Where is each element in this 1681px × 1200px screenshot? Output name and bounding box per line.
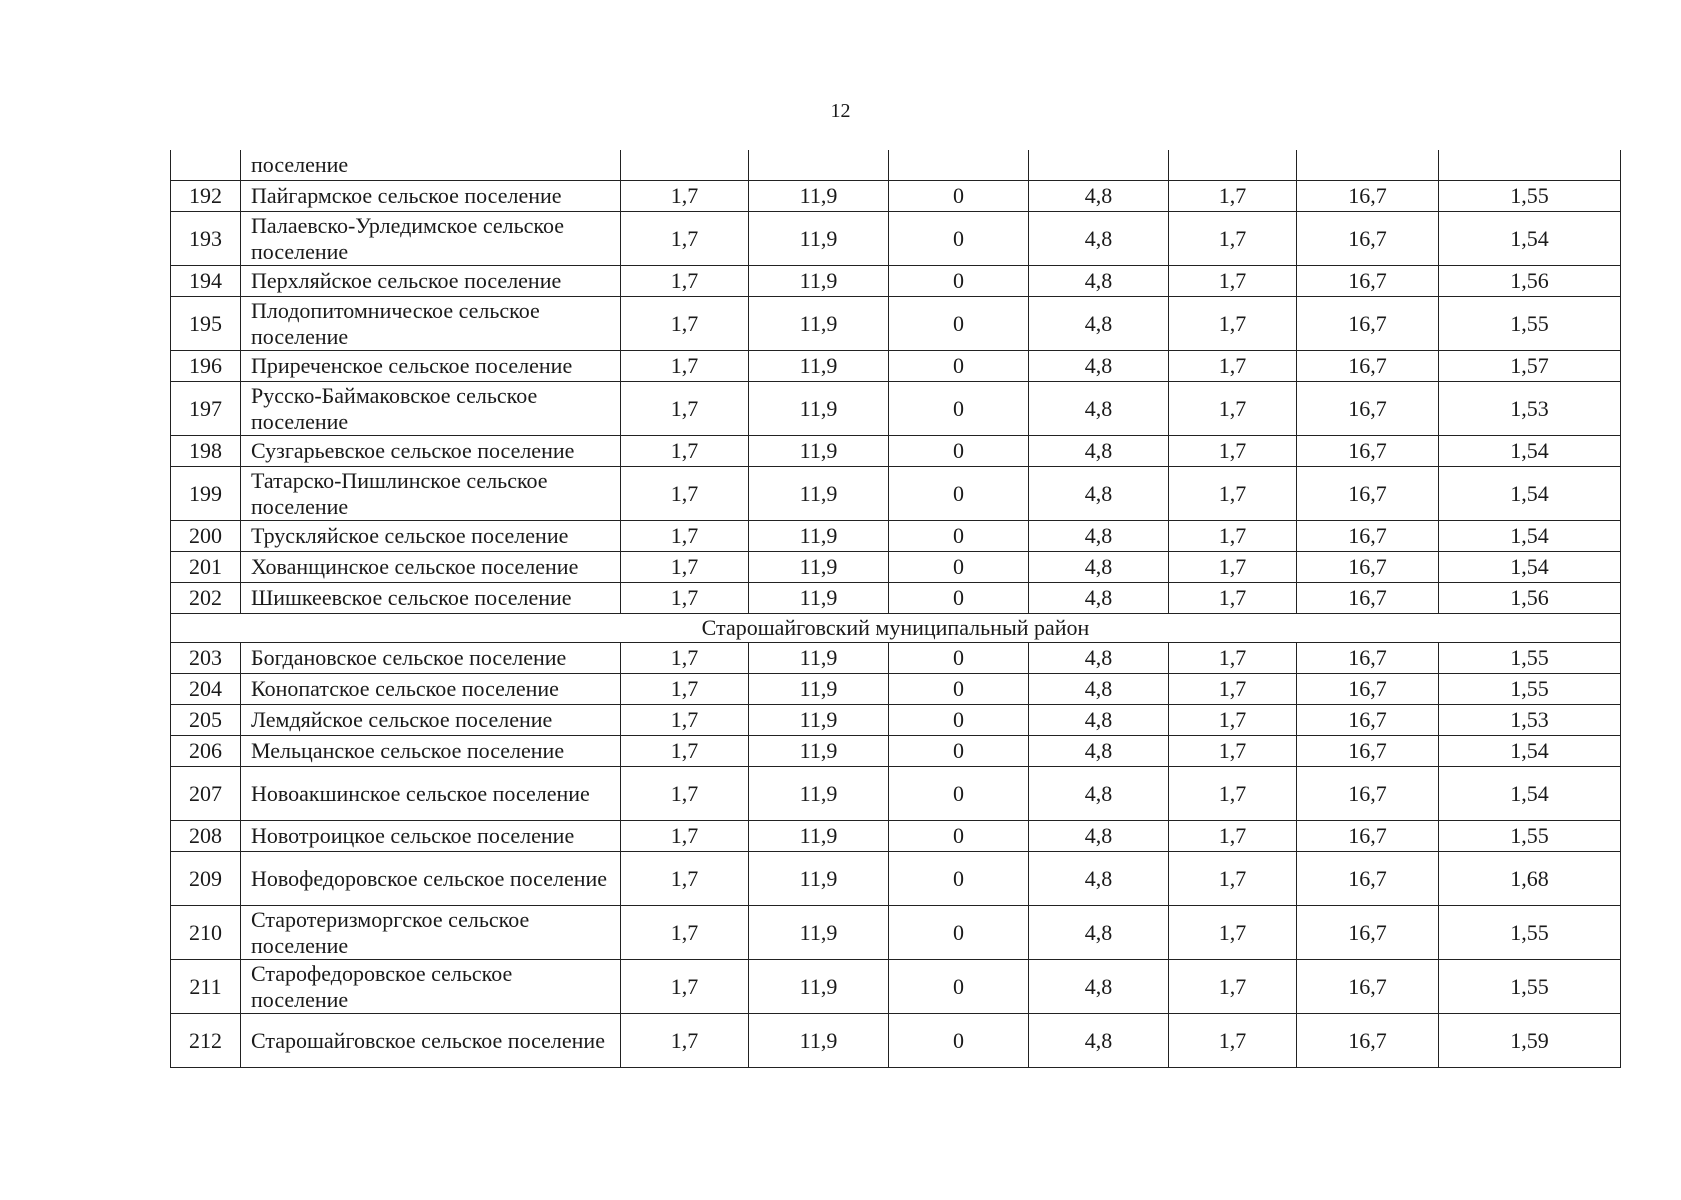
value-cell: 1,7 xyxy=(621,767,749,821)
settlement-name-cell: Мельцанское сельское поселение xyxy=(241,736,621,767)
row-number-cell: 197 xyxy=(171,382,241,436)
value-cell: 11,9 xyxy=(749,521,889,552)
table-row xyxy=(171,521,1621,552)
value-cell: 1,7 xyxy=(1169,521,1297,552)
value-cell: 16,7 xyxy=(1297,767,1439,821)
table-row xyxy=(171,821,1621,852)
table-body-lower xyxy=(171,643,1621,1068)
value-cell: 11,9 xyxy=(749,382,889,436)
value-cell: 4,8 xyxy=(1029,552,1169,583)
value-cell: 16,7 xyxy=(1297,736,1439,767)
value-cell: 1,7 xyxy=(621,521,749,552)
settlement-name-cell: Сузгарьевское сельское поселение xyxy=(241,436,621,467)
value-cell: 11,9 xyxy=(749,297,889,351)
value-cell: 1,7 xyxy=(1169,705,1297,736)
value-cell: 4,8 xyxy=(1029,266,1169,297)
value-cell: 16,7 xyxy=(1297,212,1439,266)
value-cell: 16,7 xyxy=(1297,583,1439,614)
value-cell: 1,59 xyxy=(1439,1014,1621,1068)
settlement-name-cell: Пайгармское сельское поселение xyxy=(241,181,621,212)
value-cell: 16,7 xyxy=(1297,467,1439,521)
value-cell: 1,7 xyxy=(1169,382,1297,436)
value-cell: 1,7 xyxy=(1169,266,1297,297)
value-cell: 0 xyxy=(889,767,1029,821)
value-cell: 1,55 xyxy=(1439,297,1621,351)
value-cell: 1,7 xyxy=(1169,552,1297,583)
value-cell: 1,7 xyxy=(621,906,749,960)
row-number-cell: 198 xyxy=(171,436,241,467)
table-row xyxy=(171,643,1621,674)
value-cell: 1,7 xyxy=(621,583,749,614)
section-title: Старошайговский муниципальный район xyxy=(171,614,1621,643)
value-cell: 11,9 xyxy=(749,351,889,382)
value-cell: 0 xyxy=(889,467,1029,521)
value-cell: 0 xyxy=(889,674,1029,705)
value-cell: 1,54 xyxy=(1439,467,1621,521)
value-cell: 4,8 xyxy=(1029,960,1169,1014)
value-cell: 1,57 xyxy=(1439,351,1621,382)
value-cell: 4,8 xyxy=(1029,212,1169,266)
value-cell: 1,7 xyxy=(621,467,749,521)
value-cell: 1,54 xyxy=(1439,436,1621,467)
value-cell: 1,55 xyxy=(1439,643,1621,674)
value-cell: 1,7 xyxy=(1169,736,1297,767)
table-row xyxy=(171,382,1621,436)
value-cell: 1,56 xyxy=(1439,583,1621,614)
value-cell: 16,7 xyxy=(1297,521,1439,552)
value-cell: 0 xyxy=(889,1014,1029,1068)
value-cell: 1,53 xyxy=(1439,382,1621,436)
value-cell: 16,7 xyxy=(1297,266,1439,297)
row-number-cell: 208 xyxy=(171,821,241,852)
table-row xyxy=(171,767,1621,821)
value-cell: 1,7 xyxy=(1169,436,1297,467)
page-number: 12 xyxy=(830,100,851,122)
value-cell: 1,7 xyxy=(1169,674,1297,705)
table-row xyxy=(171,960,1621,1014)
row-number-cell: 192 xyxy=(171,181,241,212)
value-cell: 1,7 xyxy=(1169,467,1297,521)
value-cell: 1,7 xyxy=(621,736,749,767)
row-number-cell: 203 xyxy=(171,643,241,674)
settlement-name-cell: Палаевско-Урледимское сельское поселение xyxy=(241,212,621,266)
value-cell: 0 xyxy=(889,351,1029,382)
row-number-cell: 212 xyxy=(171,1014,241,1068)
value-cell: 1,7 xyxy=(621,821,749,852)
table-row xyxy=(171,674,1621,705)
empty-cell xyxy=(889,150,1029,181)
table-row xyxy=(171,552,1621,583)
value-cell: 16,7 xyxy=(1297,960,1439,1014)
settlement-name-cell: Конопатское сельское поселение xyxy=(241,674,621,705)
value-cell: 1,54 xyxy=(1439,552,1621,583)
value-cell: 0 xyxy=(889,960,1029,1014)
value-cell: 11,9 xyxy=(749,960,889,1014)
settlement-name-cell: Новотроицкое сельское поселение xyxy=(241,821,621,852)
row-number-cell xyxy=(171,150,241,181)
table-body-upper xyxy=(171,150,1621,614)
value-cell: 11,9 xyxy=(749,705,889,736)
empty-cell xyxy=(1297,150,1439,181)
value-cell: 11,9 xyxy=(749,736,889,767)
value-cell: 1,7 xyxy=(1169,960,1297,1014)
value-cell: 0 xyxy=(889,436,1029,467)
value-cell: 4,8 xyxy=(1029,736,1169,767)
settlement-name-cell: Трускляйское сельское поселение xyxy=(241,521,621,552)
value-cell: 1,7 xyxy=(1169,821,1297,852)
value-cell: 16,7 xyxy=(1297,351,1439,382)
value-cell: 1,55 xyxy=(1439,821,1621,852)
value-cell: 1,55 xyxy=(1439,960,1621,1014)
value-cell: 1,7 xyxy=(1169,1014,1297,1068)
value-cell: 1,55 xyxy=(1439,181,1621,212)
value-cell: 11,9 xyxy=(749,181,889,212)
settlement-name-cell: Старофедоровское сельское поселение xyxy=(241,960,621,1014)
empty-cell xyxy=(1169,150,1297,181)
settlement-name-cell: Плодопитомническое сельское поселение xyxy=(241,297,621,351)
value-cell: 1,7 xyxy=(621,351,749,382)
table-row xyxy=(171,852,1621,906)
row-number-cell: 211 xyxy=(171,960,241,1014)
value-cell: 0 xyxy=(889,521,1029,552)
value-cell: 0 xyxy=(889,906,1029,960)
settlement-name-cell: Богдановское сельское поселение xyxy=(241,643,621,674)
settlement-name-cell: Новофедоровское сельское поселение xyxy=(241,852,621,906)
table-row xyxy=(171,436,1621,467)
empty-cell xyxy=(1439,150,1621,181)
row-number-cell: 196 xyxy=(171,351,241,382)
value-cell: 1,7 xyxy=(621,382,749,436)
value-cell: 0 xyxy=(889,583,1029,614)
value-cell: 1,54 xyxy=(1439,212,1621,266)
value-cell: 16,7 xyxy=(1297,297,1439,351)
section-header-row xyxy=(171,614,1621,643)
value-cell: 11,9 xyxy=(749,467,889,521)
value-cell: 16,7 xyxy=(1297,436,1439,467)
value-cell: 1,7 xyxy=(1169,767,1297,821)
value-cell: 1,7 xyxy=(1169,906,1297,960)
settlement-name-cell: Приреченское сельское поселение xyxy=(241,351,621,382)
value-cell: 1,56 xyxy=(1439,266,1621,297)
value-cell: 4,8 xyxy=(1029,297,1169,351)
value-cell: 4,8 xyxy=(1029,467,1169,521)
settlements-table xyxy=(170,150,1621,1068)
value-cell: 16,7 xyxy=(1297,1014,1439,1068)
row-number-cell: 204 xyxy=(171,674,241,705)
value-cell: 1,7 xyxy=(621,436,749,467)
row-number-cell: 205 xyxy=(171,705,241,736)
value-cell: 1,7 xyxy=(621,266,749,297)
table-row xyxy=(171,1014,1621,1068)
value-cell: 0 xyxy=(889,821,1029,852)
value-cell: 4,8 xyxy=(1029,351,1169,382)
value-cell: 1,7 xyxy=(1169,583,1297,614)
value-cell: 1,54 xyxy=(1439,521,1621,552)
value-cell: 1,7 xyxy=(621,705,749,736)
value-cell: 1,7 xyxy=(1169,351,1297,382)
value-cell: 0 xyxy=(889,266,1029,297)
value-cell: 1,54 xyxy=(1439,736,1621,767)
value-cell: 11,9 xyxy=(749,266,889,297)
value-cell: 4,8 xyxy=(1029,643,1169,674)
value-cell: 0 xyxy=(889,852,1029,906)
settlement-name-cell: Русско-Баймаковское сельское поселение xyxy=(241,382,621,436)
value-cell: 1,7 xyxy=(621,181,749,212)
table-row xyxy=(171,705,1621,736)
empty-cell xyxy=(621,150,749,181)
value-cell: 1,7 xyxy=(621,212,749,266)
row-number-cell: 200 xyxy=(171,521,241,552)
empty-cell xyxy=(749,150,889,181)
value-cell: 4,8 xyxy=(1029,674,1169,705)
value-cell: 11,9 xyxy=(749,767,889,821)
value-cell: 4,8 xyxy=(1029,382,1169,436)
value-cell: 16,7 xyxy=(1297,705,1439,736)
value-cell: 11,9 xyxy=(749,674,889,705)
value-cell: 4,8 xyxy=(1029,436,1169,467)
row-number-cell: 207 xyxy=(171,767,241,821)
value-cell: 1,7 xyxy=(621,852,749,906)
value-cell: 1,68 xyxy=(1439,852,1621,906)
value-cell: 0 xyxy=(889,643,1029,674)
settlement-name-cell: Татарско-Пишлинское сельское поселение xyxy=(241,467,621,521)
settlement-name-cell: Старошайговское сельское поселение xyxy=(241,1014,621,1068)
value-cell: 1,7 xyxy=(621,297,749,351)
value-cell: 16,7 xyxy=(1297,852,1439,906)
value-cell: 1,7 xyxy=(1169,297,1297,351)
value-cell: 0 xyxy=(889,382,1029,436)
value-cell: 4,8 xyxy=(1029,906,1169,960)
value-cell: 1,7 xyxy=(621,960,749,1014)
value-cell: 16,7 xyxy=(1297,181,1439,212)
table-row xyxy=(171,906,1621,960)
value-cell: 1,7 xyxy=(621,552,749,583)
table-row xyxy=(171,266,1621,297)
empty-cell xyxy=(1029,150,1169,181)
value-cell: 1,55 xyxy=(1439,674,1621,705)
settlement-name-cell: Перхляйское сельское поселение xyxy=(241,266,621,297)
value-cell: 11,9 xyxy=(749,643,889,674)
value-cell: 1,7 xyxy=(621,643,749,674)
value-cell: 1,7 xyxy=(1169,212,1297,266)
section-header-group xyxy=(171,614,1621,643)
value-cell: 11,9 xyxy=(749,552,889,583)
value-cell: 11,9 xyxy=(749,436,889,467)
value-cell: 1,7 xyxy=(1169,852,1297,906)
row-number-cell: 193 xyxy=(171,212,241,266)
value-cell: 16,7 xyxy=(1297,643,1439,674)
table-row xyxy=(171,736,1621,767)
row-number-cell: 201 xyxy=(171,552,241,583)
value-cell: 1,7 xyxy=(1169,181,1297,212)
value-cell: 16,7 xyxy=(1297,552,1439,583)
value-cell: 4,8 xyxy=(1029,1014,1169,1068)
row-number-cell: 194 xyxy=(171,266,241,297)
settlement-name-cell: поселение xyxy=(241,150,621,181)
value-cell: 4,8 xyxy=(1029,852,1169,906)
value-cell: 11,9 xyxy=(749,852,889,906)
row-number-cell: 199 xyxy=(171,467,241,521)
value-cell: 1,7 xyxy=(1169,643,1297,674)
row-number-cell: 209 xyxy=(171,852,241,906)
value-cell: 1,55 xyxy=(1439,906,1621,960)
table-row xyxy=(171,583,1621,614)
value-cell: 4,8 xyxy=(1029,767,1169,821)
value-cell: 11,9 xyxy=(749,212,889,266)
value-cell: 4,8 xyxy=(1029,583,1169,614)
value-cell: 0 xyxy=(889,212,1029,266)
value-cell: 4,8 xyxy=(1029,181,1169,212)
value-cell: 11,9 xyxy=(749,1014,889,1068)
row-number-cell: 195 xyxy=(171,297,241,351)
row-number-cell: 206 xyxy=(171,736,241,767)
settlement-name-cell: Лемдяйское сельское поселение xyxy=(241,705,621,736)
value-cell: 11,9 xyxy=(749,583,889,614)
table-row xyxy=(171,467,1621,521)
row-number-cell: 210 xyxy=(171,906,241,960)
value-cell: 0 xyxy=(889,705,1029,736)
settlement-name-cell: Старотеризморгское сельское поселение xyxy=(241,906,621,960)
settlement-name-cell: Хованщинское сельское поселение xyxy=(241,552,621,583)
value-cell: 1,7 xyxy=(621,674,749,705)
value-cell: 16,7 xyxy=(1297,674,1439,705)
table-row xyxy=(171,181,1621,212)
value-cell: 0 xyxy=(889,552,1029,583)
value-cell: 11,9 xyxy=(749,906,889,960)
value-cell: 1,7 xyxy=(621,1014,749,1068)
value-cell: 16,7 xyxy=(1297,821,1439,852)
table-row xyxy=(171,351,1621,382)
value-cell: 0 xyxy=(889,736,1029,767)
settlement-name-cell: Шишкеевское сельское поселение xyxy=(241,583,621,614)
value-cell: 16,7 xyxy=(1297,382,1439,436)
settlement-name-cell: Новоакшинское сельское поселение xyxy=(241,767,621,821)
table-row xyxy=(171,212,1621,266)
value-cell: 0 xyxy=(889,297,1029,351)
value-cell: 16,7 xyxy=(1297,906,1439,960)
continuation-row xyxy=(171,150,1621,181)
value-cell: 1,54 xyxy=(1439,767,1621,821)
table-row xyxy=(171,297,1621,351)
value-cell: 4,8 xyxy=(1029,705,1169,736)
value-cell: 1,53 xyxy=(1439,705,1621,736)
value-cell: 11,9 xyxy=(749,821,889,852)
value-cell: 0 xyxy=(889,181,1029,212)
row-number-cell: 202 xyxy=(171,583,241,614)
value-cell: 4,8 xyxy=(1029,521,1169,552)
value-cell: 4,8 xyxy=(1029,821,1169,852)
